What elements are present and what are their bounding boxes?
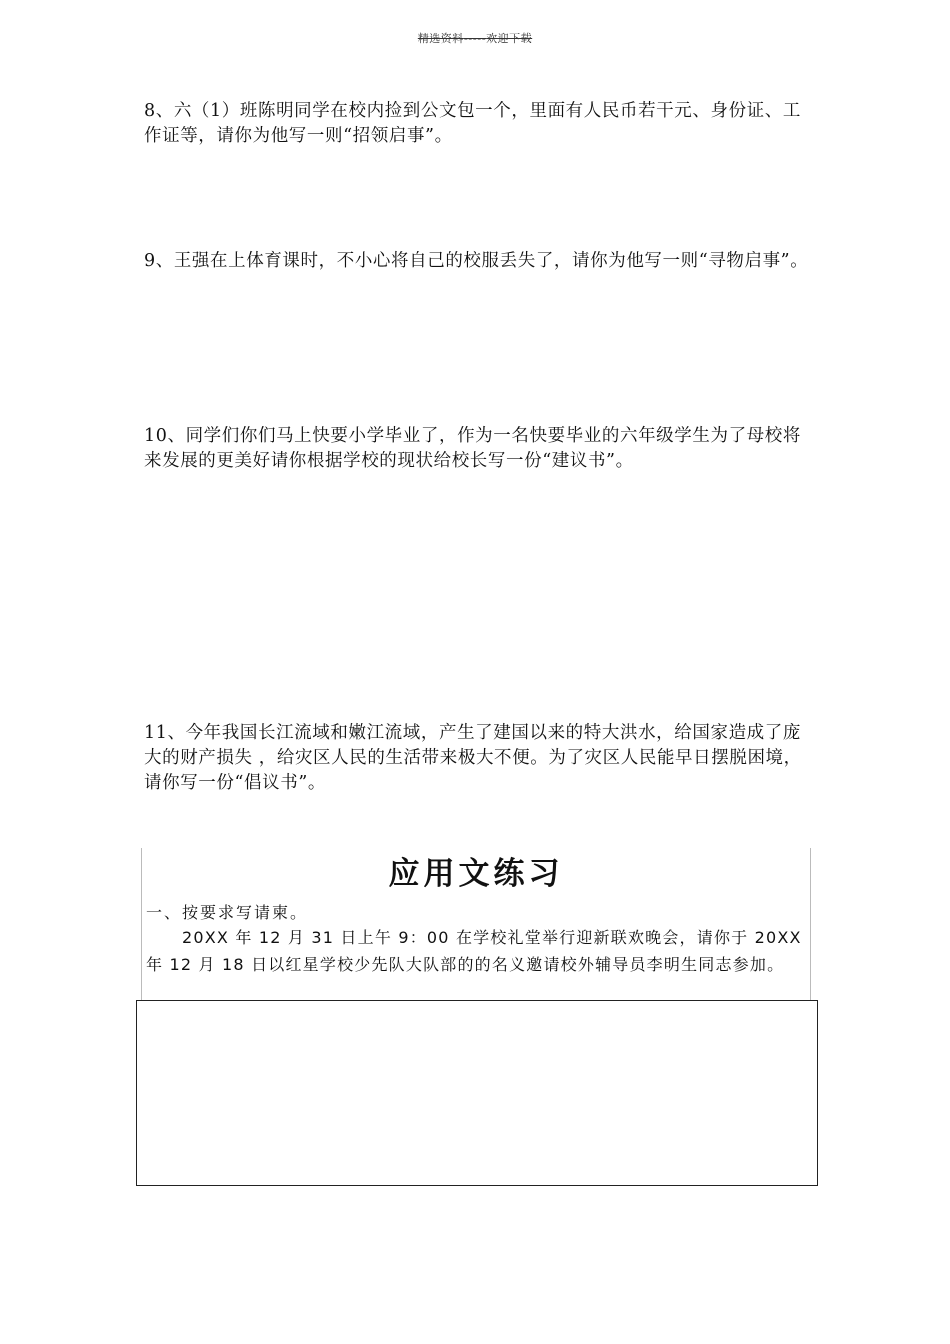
header-right: 欢迎下载 bbox=[486, 32, 533, 45]
header-left: 精选资料 bbox=[417, 32, 464, 45]
practice-title: 应用文练习 bbox=[388, 856, 564, 892]
page-header bbox=[0, 30, 950, 46]
practice-section bbox=[141, 848, 811, 1001]
question-8: 8、六（1）班陈明同学在校内捡到公文包一个，里面有人民币若干元、身份证、工作证等，请你为他写一则“招领启事”。 bbox=[144, 101, 801, 146]
question-10: 10、同学们你们马上快要小学毕业了，作为一名快要毕业的六年级学生为了母校将来发展的更美好请你根据学校的现状给校长写一份“建议书”。 bbox=[144, 426, 801, 471]
section-body: 20XX 年 12 月 31 日上午 9：00 在学校礼堂举行迎新联欢晚会，请你于 20XX 年 12 月 18 日以红星学校少先队大队部的的名义邀请校外辅导员李明生同志参加。 bbox=[146, 928, 802, 974]
answer-box[interactable] bbox=[136, 1000, 818, 1186]
question-11: 11、今年我国长江流域和嫩江流域，产生了建国以来的特大洪水，给国家造成了庞大的财产损失 ，给灾区人民的生活带来极大不便。为了灾区人民能早日摆脱困境，请你写一份“倡议书”。 bbox=[144, 723, 802, 793]
header-dashes: ----- bbox=[463, 32, 487, 45]
question-9: 9、王强在上体育课时，不小心将自己的校服丢失了，请你为他写一则“寻物启事”。 bbox=[144, 251, 809, 271]
section-heading: 一、按要求写请柬。 bbox=[146, 903, 309, 922]
